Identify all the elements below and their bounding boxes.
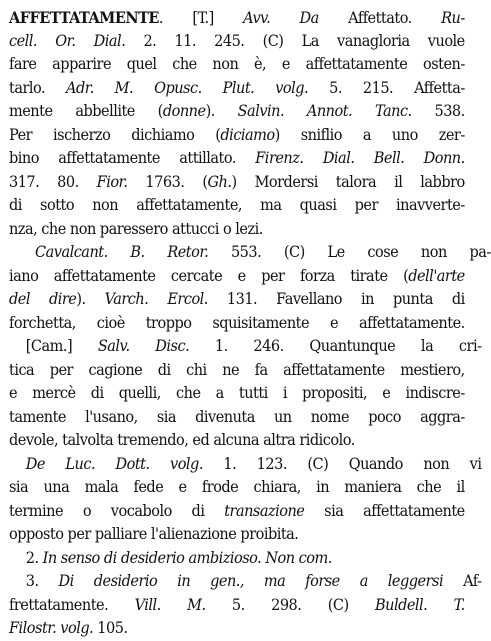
text-segment: ) sniflio a uno zer- xyxy=(274,125,465,144)
text-segment: di sotto non affettatamente, ma quasi per inavverte- xyxy=(9,196,465,214)
text-segment: [Cam.] xyxy=(25,337,98,355)
dictionary-entry-affettatamente xyxy=(9,6,491,641)
text-segment: e mercè di quelli, che a tutti i propositi, e indiscre- xyxy=(9,384,465,402)
text-segment: tarlo. xyxy=(9,78,67,97)
italic-text: Gh. xyxy=(207,172,232,191)
text-segment: 2. xyxy=(25,548,43,567)
text-segment: forchetta, cioè troppo squisitamente e affettatamente. xyxy=(9,313,465,332)
italic-text: Fior. xyxy=(96,172,128,191)
text-segment: 5. 298. (C) xyxy=(205,595,375,614)
entry-line xyxy=(9,30,465,54)
italic-text: Buldell. T. xyxy=(374,595,465,614)
entry-line xyxy=(9,335,481,359)
entry-line xyxy=(9,406,465,430)
italic-text: cell. Or. Dial. xyxy=(9,31,126,50)
text-segment: . xyxy=(407,9,442,27)
entry-line xyxy=(9,453,481,477)
entry-line xyxy=(9,194,465,218)
entry-line xyxy=(9,288,465,312)
entry-line xyxy=(9,359,465,383)
entry-line xyxy=(9,617,465,641)
italic-text: Varch. Ercol. xyxy=(104,290,208,308)
text-segment: 1. 246. Quantunque la cri- xyxy=(189,337,482,355)
entry-line xyxy=(9,500,465,524)
italic-text: dell'arte xyxy=(408,266,465,285)
entry-line xyxy=(9,429,465,453)
text-segment: 3. xyxy=(25,572,59,590)
italic-text: Salvin. Annot. Tanc. xyxy=(237,102,412,120)
entry-line xyxy=(9,147,465,171)
text-segment: ). xyxy=(76,290,105,308)
entry-line xyxy=(9,124,465,148)
text-segment: sia affettatamente xyxy=(304,501,465,520)
text-segment: mente abbellite ( xyxy=(9,102,163,120)
text-segment: frettatamente. xyxy=(9,595,135,614)
text-segment: . [T.] xyxy=(158,9,244,27)
entry-line xyxy=(9,523,465,547)
italic-text: Cavalcant. B. Retor. xyxy=(35,243,209,261)
entry-line xyxy=(9,77,465,101)
text-segment: tica per cagione di chi ne fa affettatamente mestiero, xyxy=(9,360,465,379)
entry-line xyxy=(9,6,465,30)
text-segment: 105. xyxy=(93,619,128,637)
text-segment: 131. Favellano in punta di xyxy=(207,290,465,308)
text-segment: nza, che non paressero attucci o lezi. xyxy=(9,219,263,238)
italic-text: diciamo xyxy=(220,125,275,144)
entry-line xyxy=(9,382,465,406)
italic-text: In senso di desiderio ambizioso. Non com. xyxy=(42,548,332,567)
text-segment: fare apparire quel che non è, e affettatamente osten- xyxy=(9,55,465,73)
italic-text: Avv. Da xyxy=(243,9,349,27)
text-segment: 317. 80. xyxy=(9,172,97,191)
text-segment: devole, talvolta tremendo, ed alcuna altra ridicolo. xyxy=(9,431,355,449)
text-segment: sia una mala fede e frode chiara, in maniera che il xyxy=(9,478,465,496)
text-segment: Per ischerzo dichiamo ( xyxy=(9,125,221,144)
text-segment: 1763. ( xyxy=(127,172,208,191)
italic-text: Firenz. Dial. Bell. Donn. xyxy=(255,149,465,167)
text-segment: bino affettatamente attillato. xyxy=(9,149,256,167)
entry-line xyxy=(9,241,491,265)
text-segment: 538. xyxy=(411,102,465,120)
text-segment: opposto per palliare l'alienazione proibita. xyxy=(9,525,299,543)
italic-text: Di desiderio in gen., ma forse a leggersi xyxy=(58,572,444,590)
text-segment: Affettato xyxy=(348,9,408,27)
italic-text: Vill. M. xyxy=(134,595,206,614)
entry-line xyxy=(9,547,481,571)
text-segment: iano affettatamente cercate e per forza tirate ( xyxy=(9,266,409,285)
text-segment: 1. 123. (C) Quando non vi xyxy=(202,454,482,473)
entry-line xyxy=(9,476,465,500)
text-segment: Af- xyxy=(443,572,482,590)
italic-text: Ru- xyxy=(441,9,465,27)
entry-line xyxy=(9,100,465,124)
italic-text: Adr. M. Opusc. Plut. volg. xyxy=(66,78,309,97)
entry-line xyxy=(9,312,465,336)
entry-line xyxy=(9,594,465,618)
italic-text: del dire xyxy=(9,290,77,308)
entry-line xyxy=(9,265,465,289)
entry-line xyxy=(9,218,465,242)
text-segment: 553. (C) Le cose non pa- xyxy=(208,243,491,261)
italic-text: De Luc. Dott. volg. xyxy=(25,454,203,473)
text-segment: 5. 215. Affetta- xyxy=(308,78,465,97)
entry-line xyxy=(9,171,465,195)
italic-text: transazione xyxy=(224,501,305,520)
italic-text: donne xyxy=(162,102,206,120)
entry-line xyxy=(9,53,465,77)
text-segment: ). xyxy=(205,102,238,120)
text-segment: ) Mordersi talora il labbro xyxy=(231,172,465,191)
italic-text: Salv. Disc. xyxy=(97,337,190,355)
text-segment: 2. 11. 245. (C) La vanagloria vuole xyxy=(125,31,465,50)
entry-line xyxy=(9,570,481,594)
headword: AFFETTATAMENTE xyxy=(9,8,159,27)
text-segment: termine o vocabolo di xyxy=(9,501,225,520)
text-segment: tamente l'usano, sia divenuta un nome poco aggra- xyxy=(9,407,465,426)
italic-text: Filostr. volg. xyxy=(9,619,94,637)
